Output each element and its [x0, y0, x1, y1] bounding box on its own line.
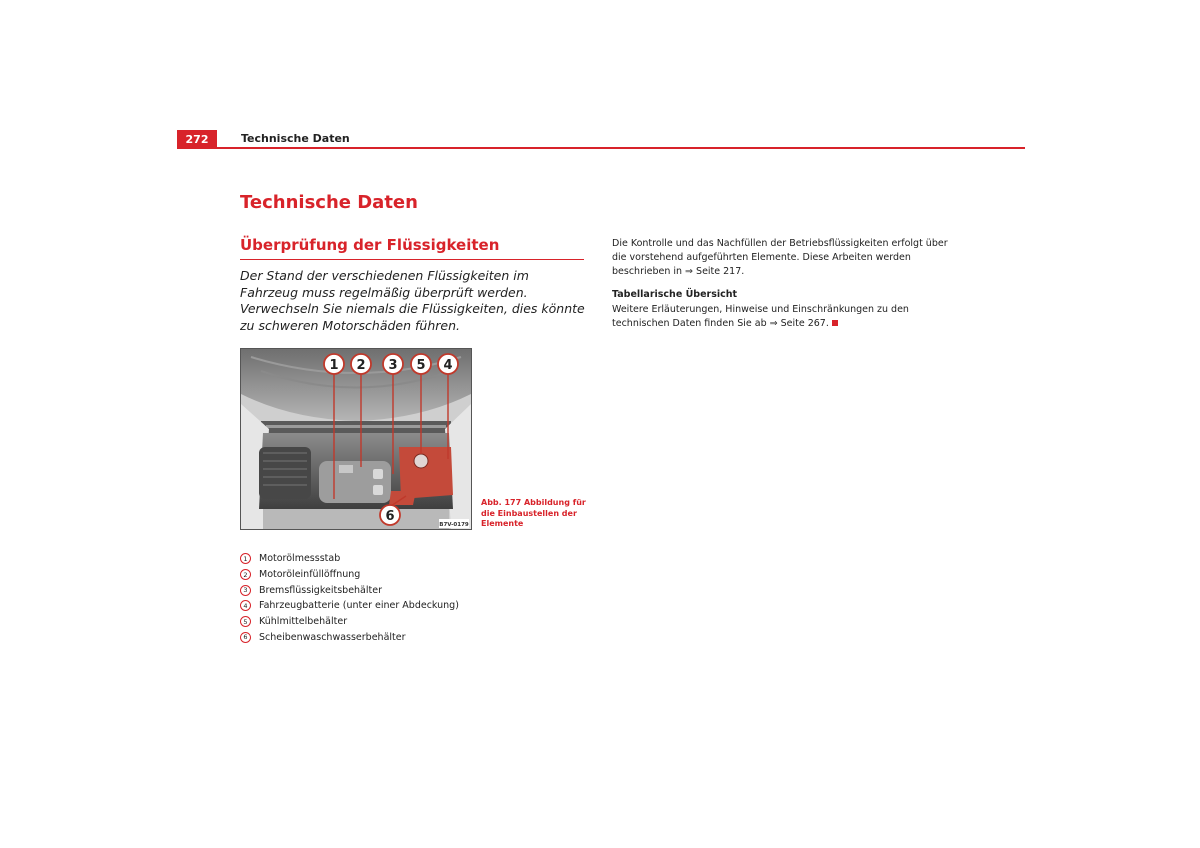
right-column	[612, 237, 957, 331]
subsection-title: Überprüfung der Flüssigkeiten	[240, 236, 500, 254]
legend-list	[240, 551, 459, 645]
subsection-divider	[240, 259, 584, 260]
engine-bay-illustration	[241, 349, 471, 529]
right-paragraph-1: Die Kontrolle und das Nachfüllen der Betriebsflüssigkeiten erfolgt über die vorstehend aufgeführten Elemente. Diese Arbeiten werden beschrieben in ⇒ Seite 217.	[612, 238, 948, 277]
header-divider	[177, 147, 1025, 149]
legend-item	[240, 551, 459, 567]
callout-2-label: 2	[356, 358, 366, 373]
legend-number: 4	[240, 600, 251, 611]
intro-text: Der Stand der verschiedenen Flüssigkeiten im Fahrzeug muss regelmäßig überprüft werden. Verwechseln Sie niemals die Flüssigkeiten, dies könnte zu schweren Motorschäden führen.	[240, 268, 585, 333]
callout-4-label: 4	[443, 358, 453, 373]
legend-item	[240, 567, 459, 583]
callout-1-label: 1	[329, 358, 339, 373]
legend-label: Scheibenwaschwasserbehälter	[259, 631, 406, 643]
tabular-overview-heading: Tabellarische Übersicht	[612, 289, 738, 300]
legend-number: 1	[240, 553, 251, 564]
legend-label: Bremsflüssigkeitsbehälter	[259, 584, 382, 596]
engine-bay-figure	[240, 348, 472, 530]
legend-label: Kühlmittelbehälter	[259, 616, 348, 628]
legend-number: 2	[240, 569, 251, 580]
legend-label: Motorölmessstab	[259, 553, 341, 565]
legend-number: 6	[240, 632, 251, 643]
section-end-icon	[832, 320, 838, 326]
legend-number: 5	[240, 616, 251, 627]
legend-item	[240, 614, 459, 630]
callout-3-label: 3	[388, 358, 398, 373]
legend-label: Fahrzeugbatterie (unter einer Abdeckung)	[259, 600, 459, 612]
legend-item	[240, 629, 459, 645]
figure-caption: Abb. 177 Abbildung für die Einbaustellen der Elemente	[481, 498, 586, 528]
callout-5-label: 5	[416, 358, 426, 373]
callout-6-label: 6	[385, 509, 395, 524]
legend-number: 3	[240, 585, 251, 596]
legend-label: Motoröleinfüllöffnung	[259, 569, 361, 581]
right-paragraph-2	[612, 303, 957, 331]
right-paragraph-2-text: Weitere Erläuterungen, Hinweise und Einschränkungen zu den technischen Daten finden Sie ab ⇒ Seite 267.	[612, 304, 909, 329]
figure-image-code: B7V-0179	[439, 522, 469, 528]
legend-item	[240, 582, 459, 598]
page-number: 272	[177, 130, 217, 148]
running-header-title: Technische Daten	[241, 132, 350, 145]
section-title: Technische Daten	[240, 192, 418, 213]
legend-item	[240, 598, 459, 614]
